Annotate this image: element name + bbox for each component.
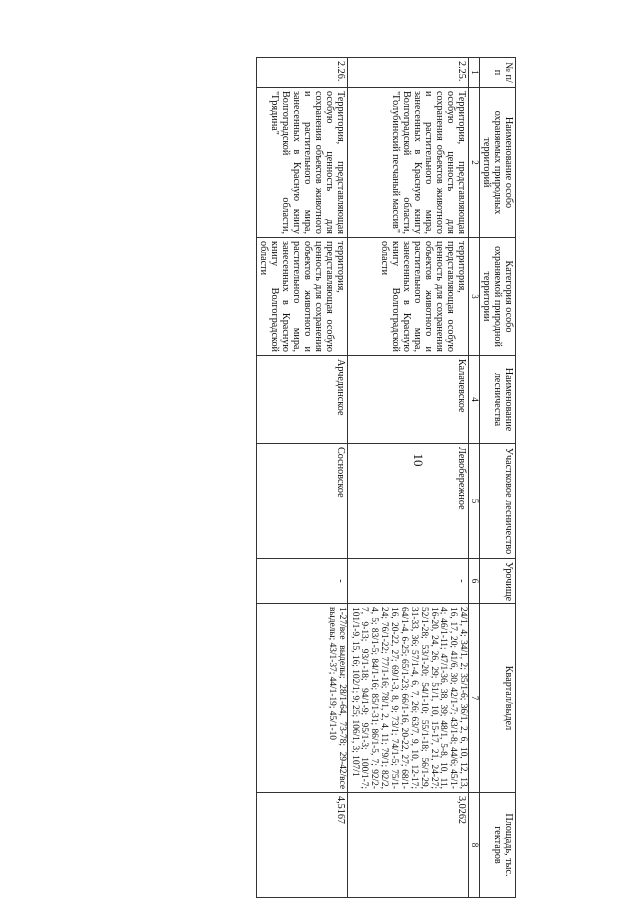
column-number: 2 — [469, 88, 480, 238]
column-number: 8 — [469, 793, 480, 898]
table-row — [256, 58, 347, 898]
territory-category: территория, представляющая особую ценность для сохранения объектов животного и растительного мира, занесенных в Красную книгу Волгоградской области — [256, 238, 347, 356]
tract-name: - — [347, 559, 469, 604]
column-number: 3 — [469, 238, 480, 356]
header-category: Категория особо охраняемой природной территории — [479, 238, 515, 356]
table-row — [347, 58, 469, 898]
header-quarters: Квартал/выдел — [479, 604, 515, 793]
territory-name: Территория, представляющая особую ценность для сохранения объектов животного и растительного мира, занесенных в Красную книгу Волгоградской области, "Голубинский песчаный массив" — [347, 88, 469, 238]
column-number-row — [469, 58, 480, 898]
forestry-name: Арчединское — [256, 356, 347, 444]
header-district: Участковое лесничество — [479, 444, 515, 559]
quarters-list: 24/1, 4; 34/1, 2; 35/1-6; 36/1, 2, 6, 10, 12, 13, 16, 17, 20; 41/6, 30; 42/1-7; 43/1-8; 44/6; 45/1-4; 46/1-11; 47/1-36, 38, 39; 48/1, 5-8, 10, 11, 16-20, 24, 26, 29; 51/1, 10, 15-17, 21, 24-27; 52/1-28; 53/1-20; 54/1-10; 55/1-18; 56/1-29, 31-33, 36; 57/1-4, 6, 7, 26; 63/7, 9, 10, 12-17; 64/1-4, 6-25; 65/1-23; 66/1-16, 20-22, 27; 68/1-16, 20-22, 27; 69/1-3, 8, 9; 73/1; 74/1-5; 75/1-24; 76/1-22; 77/1-16; 78/1, 2, 4, 11; 79/1; 82/2, 4, 5; 83/1-5; 84/1-16; 85/1-31; 86/1-5, 7; 92/2-7, 9-13; 93/1-18; 94/1-9; 95/1-3; 100/1-7; 101/1-9, 15, 16; 102/1; 9; 25; 106/1, 3; 107/1 — [347, 604, 469, 793]
forestry-name: Калачевское — [347, 356, 469, 444]
quarters-list: 1-27/все выделы; 28/1-64, 73-78; 29-42/все выделы; 43/1-37; 44/1-19; 45/1-10 — [256, 604, 347, 793]
row-number: 2.25. — [347, 58, 469, 88]
header-name: Наименование особо охраняемых природных территорий — [479, 88, 515, 238]
page-number: 10 — [411, 453, 426, 467]
territory-category: территория, представляющая особую ценность для сохранения объектов животного и растительного мира, занесенных в Красную книгу Волгоградской области — [347, 238, 469, 356]
column-number: 7 — [469, 604, 480, 793]
district-forestry: Сосновское — [256, 444, 347, 559]
area-value: 4,5167 — [256, 793, 347, 898]
rotated-table-wrapper — [106, 57, 516, 897]
row-number: 2.26. — [256, 58, 347, 88]
header-row — [479, 58, 515, 898]
header-tract: Урочище — [479, 559, 515, 604]
district-forestry: Левобережное — [347, 444, 469, 559]
column-number: 1 — [469, 58, 480, 88]
territory-name: Территория, представляющая особую ценность для сохранения объектов животного и растительного мира, занесенных в Красную книгу Волгоградской области, "Грядина" — [256, 88, 347, 238]
protected-areas-table — [256, 57, 516, 898]
tract-name: - — [256, 559, 347, 604]
header-area: Площадь, тыс. гектаров — [479, 793, 515, 898]
column-number: 6 — [469, 559, 480, 604]
header-forestry: Наименование лесничества — [479, 356, 515, 444]
area-value: 3,0262 — [347, 793, 469, 898]
column-number: 4 — [469, 356, 480, 444]
header-num: № п/п — [479, 58, 515, 88]
column-number: 5 — [469, 444, 480, 559]
